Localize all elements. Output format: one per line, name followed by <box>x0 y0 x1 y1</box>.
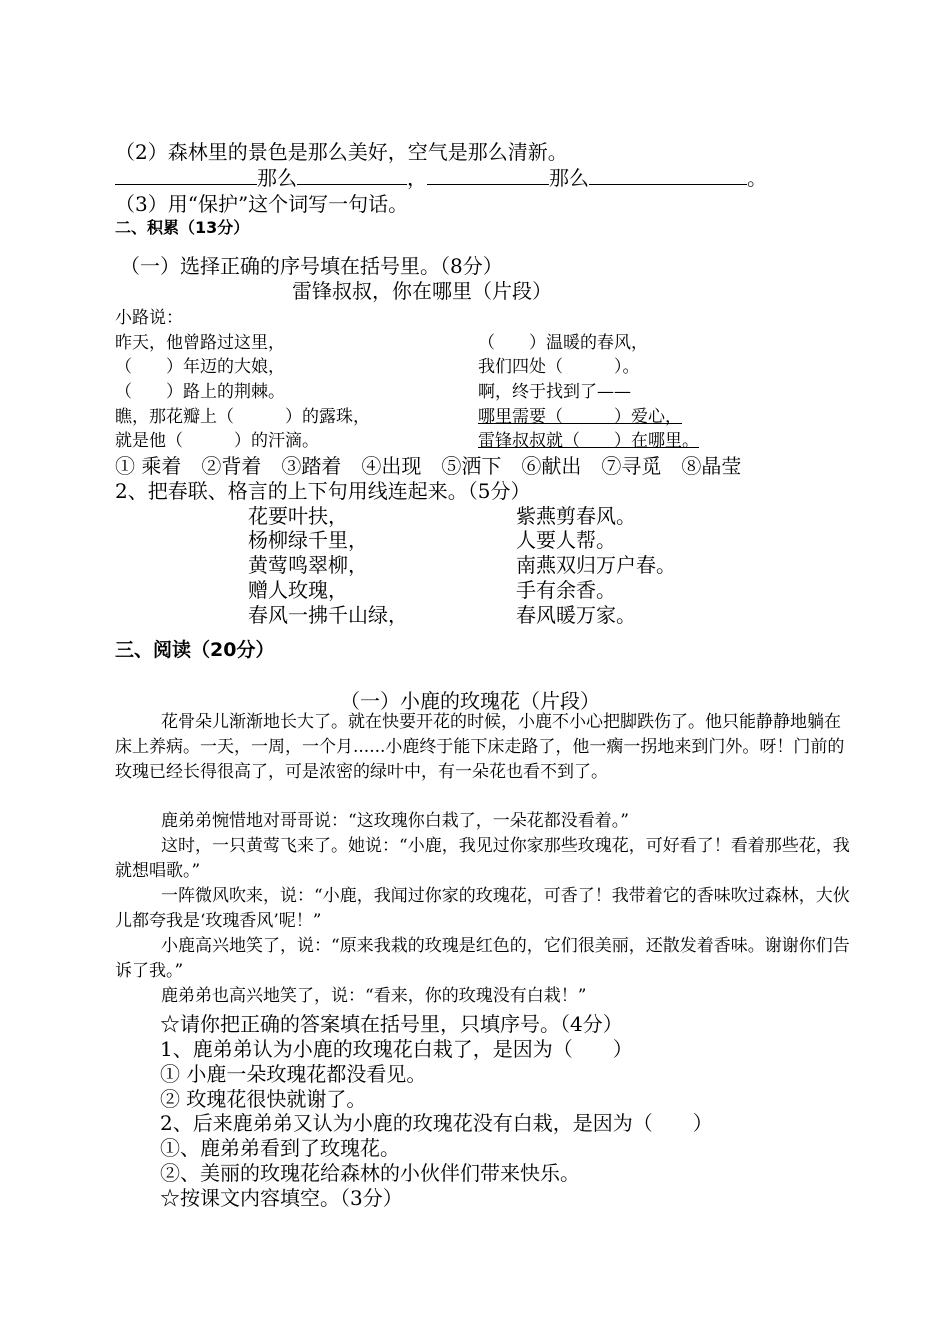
question-1: 1、鹿弟弟认为小鹿的玫瑰花白栽了，是因为（ ） <box>160 1037 633 1061</box>
reading-paragraph: 这时，一只黄莺飞来了。她说：“小鹿，我见过你家那些玫瑰花，可好看了！看着那些花，我就想唱歌。” <box>115 836 850 881</box>
blank[interactable] <box>589 166 747 185</box>
blank[interactable] <box>115 166 257 185</box>
question-2-option: ②、美丽的玫瑰花给森林的小伙伴们带来快乐。 <box>160 1161 580 1185</box>
fill-instruction: ☆按课文内容填空。（3分） <box>160 1186 403 1210</box>
poem-right-line: 哪里需要（ ）爱心， <box>478 407 682 427</box>
match-left-item[interactable]: 花要叶扶， <box>248 504 348 528</box>
part-2-title: 2、把春联、格言的上下句用线连起来。（5分） <box>115 479 531 503</box>
poem-left-line: （ ）年迈的大娘， <box>115 357 285 377</box>
question-2-2-answer-line <box>115 162 767 191</box>
question-instruction: ☆请你把正确的答案填在括号里，只填序号。（4分） <box>160 1012 623 1036</box>
match-left-item[interactable]: 杨柳绿千里， <box>248 528 368 552</box>
match-right-item[interactable]: 春风暖万家。 <box>516 603 636 627</box>
word-namo: 那么 <box>257 166 297 190</box>
reading-paragraph: 一阵微风吹来，说：“小鹿，我闻过你家的玫瑰花，可香了！我带着它的香味吹过森林，大伙儿都夸我是‘玫瑰香风’呢！” <box>115 886 850 931</box>
reading-paragraph: 鹿弟弟也高兴地笑了，说：“看来，你的玫瑰没有白栽！” <box>161 986 587 1006</box>
section-3-title: 三、阅读（20分） <box>115 639 275 661</box>
match-left-item[interactable]: 春风一拂千山绿， <box>248 603 408 627</box>
match-right-item[interactable]: 人要人帮。 <box>516 528 616 552</box>
match-left-item[interactable]: 赠人玫瑰， <box>248 578 348 602</box>
poem-left-line: 昨天，他曾路过这里， <box>115 333 285 353</box>
reading-paragraph: 鹿弟弟惋惜地对哥哥说：“这玫瑰你白栽了，一朵花都没看着。” <box>161 811 629 831</box>
poem-right-line: （ ）温暖的春风， <box>478 333 648 353</box>
question-1-option: ① 小鹿一朵玫瑰花都没看见。 <box>160 1062 427 1086</box>
match-right-item[interactable]: 手有余香。 <box>516 578 616 602</box>
match-right-item[interactable]: 紫燕剪春风。 <box>516 504 636 528</box>
section-2-title: 二、积累（13分） <box>115 218 250 237</box>
word-namo: 那么 <box>549 166 589 190</box>
poem-left-line: 瞧，那花瓣上（ ）的露珠， <box>115 407 370 427</box>
period: 。 <box>747 166 767 190</box>
poem-left-line: （ ）路上的荆棘。 <box>115 382 285 402</box>
poem-left-line: 就是他（ ）的汗滴。 <box>115 431 319 451</box>
poem-right-line: 我们四处（ ）。 <box>478 357 640 377</box>
match-right-item[interactable]: 南燕双归万户春。 <box>516 553 676 577</box>
question-2: 2、后来鹿弟弟又认为小鹿的玫瑰花没有白栽，是因为（ ） <box>160 1111 713 1135</box>
part-1-title: （一）选择正确的序号填在括号里。（8分） <box>120 254 503 278</box>
poem-right-line: 啊，终于找到了—— <box>478 382 631 402</box>
match-left-item[interactable]: 黄莺鸣翠柳， <box>248 553 368 577</box>
reading-title: （一）小鹿的玫瑰花（片段） <box>340 689 600 713</box>
question-2-2: （2）森林里的景色是那么美好，空气是那么清新。 <box>115 140 568 164</box>
poem-title: 雷锋叔叔，你在哪里（片段） <box>292 279 552 303</box>
word-options: ① 乘着 ②背着 ③踏着 ④出现 ⑤洒下 ⑥献出 ⑦寻觅 ⑧晶莹 <box>115 454 742 478</box>
reading-paragraph: 小鹿高兴地笑了，说：“原来我栽的玫瑰是红色的，它们很美丽，还散发着香味。谢谢你们告诉了我。” <box>115 936 850 981</box>
question-2-3: （3）用“保护”这个词写一句话。 <box>115 192 409 216</box>
comma: ， <box>407 166 427 190</box>
blank[interactable] <box>297 166 407 185</box>
poem-intro: 小路说： <box>115 308 183 328</box>
poem-right-line: 雷锋叔叔就（ ）在哪里。 <box>478 431 699 451</box>
blank[interactable] <box>427 166 549 185</box>
question-1-option: ② 玫瑰花很快就谢了。 <box>160 1087 367 1111</box>
question-2-option: ①、鹿弟弟看到了玫瑰花。 <box>160 1136 400 1160</box>
reading-paragraph: 花骨朵儿渐渐地长大了。就在快要开花的时候，小鹿不小心把脚跌伤了。他只能静静地躺在床上养病。一天，一周，一个月......小鹿终于能下床走路了，他一瘸一拐地来到门外。呀！门前的玫瑰已经长得很高了，可是浓密的绿叶中，有一朵花也看不到了。 <box>115 712 845 782</box>
